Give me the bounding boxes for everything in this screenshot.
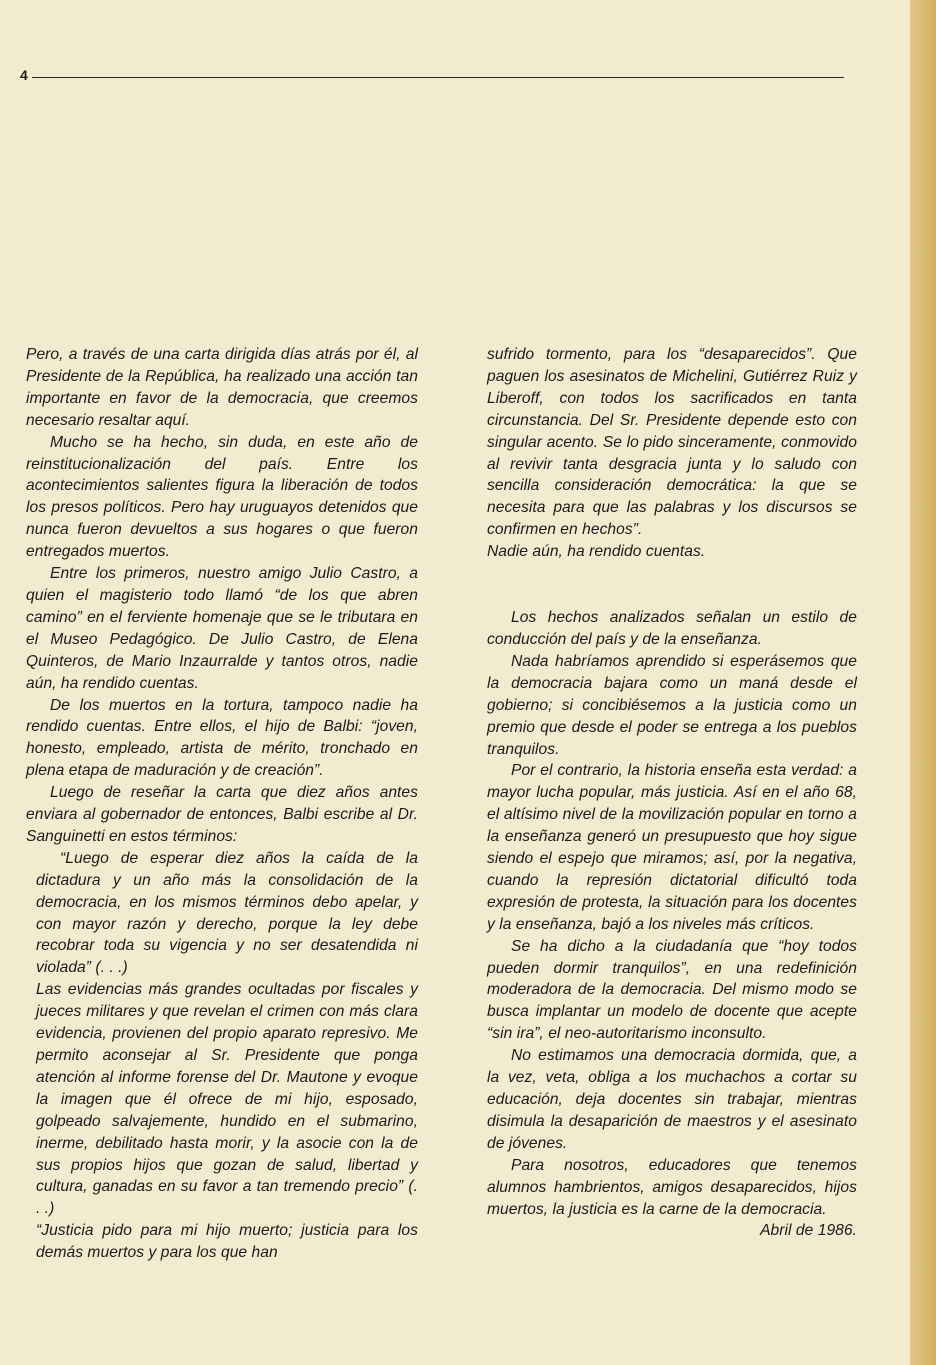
quote-paragraph: “Justicia pido para mi hijo muerto; justicia para los demás muertos y para los que han bbox=[36, 1222, 418, 1262]
quote-continuation: sufrido tormento, para los “desaparecidos”. Que paguen los asesinatos de Michelini, Gutiérrez Ruiz y Liberoff, con todos los sacrificados en tanta circunstancia. Del Sr. Presidente depende esto con singular acento. Se lo pido sinceramente, conmovido al revivir tanta desgracia junta y lo saludo con sencilla consideración democrática: la que se necesita para que las palabras y los discursos se confirmen en hechos”. bbox=[487, 346, 857, 539]
paragraph: Se ha dicho a la ciudadanía que “hoy todos pueden dormir tranquilos”, en una redefinición moderadora de la democracia. Del mismo modo se busca implantar un modelo de docente que acepte “sin ira”, el neo-autoritarismo inconsulto. bbox=[487, 937, 857, 1043]
right-column bbox=[487, 344, 857, 1242]
header-rule bbox=[32, 77, 844, 78]
paragraph: Los hechos analizados señalan un estilo de conducción del país y de la enseñanza. bbox=[487, 609, 857, 648]
quote-paragraph: “Luego de esperar diez años la caída de la dictadura y un año más la consolidación de la democracia, en los mismos términos debo apelar, y con mayor razón y derecho, porque la ley debe recobrar toda su vigencia y no ser desatendida ni violada” (. . .) bbox=[36, 849, 418, 977]
paragraph: Pero, a través de una carta dirigida días atrás por él, al Presidente de la República, ha realizado una acción tan importante en favor de la democracia, que creemos necesario resaltar aquí. bbox=[26, 346, 418, 429]
page-edge bbox=[910, 0, 936, 1365]
paragraph: Entre los primeros, nuestro amigo Julio Castro, a quien el magisterio todo llamó “de los que abren camino” en el ferviente homenaje que se le tributara en el Museo Pedagógico. De Julio Castro, de Elena Quinteros, de Mario Inzaurralde y tantos otros, nadie aún, ha rendido cuentas. bbox=[26, 565, 418, 692]
paragraph: Para nosotros, educadores que tenemos alumnos hambrientos, amigos desaparecidos, hijos muertos, la justicia es la carne de la democracia. bbox=[487, 1156, 857, 1218]
letter-quote bbox=[26, 848, 418, 1264]
paragraph: No estimamos una democracia dormida, que, a la vez, veta, obliga a los muchachos a cortar su educación, deja docentes sin trabajar, mientras disimula la desaparición de maestros y el asesinato de jóvenes. bbox=[487, 1047, 857, 1152]
paragraph: De los muertos en la tortura, tampoco nadie ha rendido cuentas. Entre ellos, el hijo de Balbi: “joven, honesto, empleado, artista de mérito, tronchado en plena etapa de maduración y de creación”. bbox=[26, 696, 418, 780]
closing-line: Nadie aún, ha rendido cuentas. bbox=[487, 543, 706, 561]
left-column bbox=[26, 344, 418, 1264]
paragraph: Luego de reseñar la carta que diez años antes enviara al gobernador de entonces, Balbi escribe al Dr. Sanguinetti en estos términos: bbox=[26, 784, 418, 845]
page-header bbox=[20, 68, 844, 82]
paragraph: Por el contrario, la historia enseña esta verdad: a mayor lucha popular, más justicia. Así en el año 68, el altísimo nivel de la movilización popular en torno a la enseñanza generó un presupuesto que hoy sigue siendo el espejo que miramos; así, por la negativa, cuando la represión dictatorial dificultó toda expresión de protesta, la situación para los docentes y la enseñanza, bajó a los niveles más críticos. bbox=[487, 762, 857, 933]
quote-paragraph: Las evidencias más grandes ocultadas por fiscales y jueces militares y que revelan el crimen con más clara evidencia, provienen del propio aparato represivo. Me permito aconsejar al Sr. Presidente que ponga atención al informe forense del Dr. Mautone y evoque la imagen que él ofrece de mi hijo, esposado, golpeado salvajemente, hundido en el submarino, inerme, debilitado hasta morir, y la asocie con la de sus propios hijos que gozan de salud, libertad y cultura, ganadas en su favor a tan tremendo precio” (. . .) bbox=[36, 981, 418, 1218]
paragraph: Nada habríamos aprendido si esperásemos que la democracia bajara como un maná desde el gobierno; si concibiésemos a la justicia como un premio que desde el poder se entrega a los pueblos tranquilos. bbox=[487, 652, 857, 758]
signoff-date: Abril de 1986. bbox=[760, 1222, 857, 1240]
paragraph: Mucho se ha hecho, sin duda, en este año de reinstitucionalización del país. Entre los acontecimientos salientes figura la liberación de todos los presos políticos. Pero hay uruguayos detenidos que nunca fueron devueltos a sus hogares o que fueron entregados muertos. bbox=[26, 433, 418, 561]
page-number: 4 bbox=[20, 67, 28, 83]
